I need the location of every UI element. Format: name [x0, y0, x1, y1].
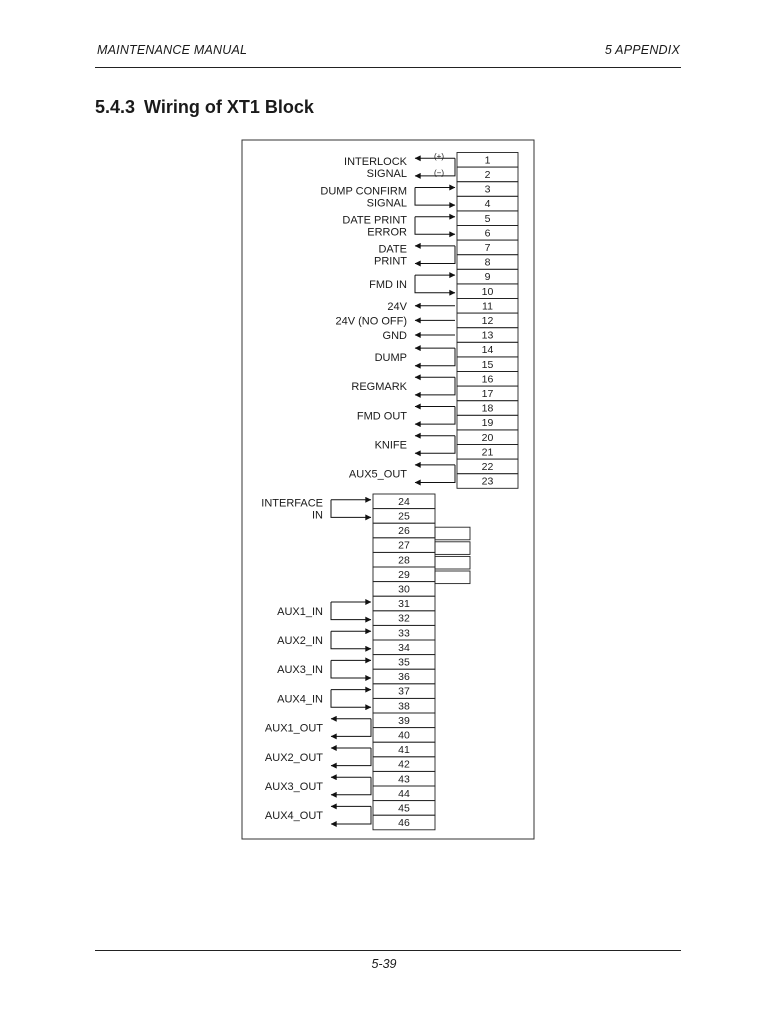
terminal-number: 33: [398, 627, 410, 640]
signal-label: DATE PRINT: [342, 214, 407, 227]
signal-knife: [375, 436, 455, 454]
terminal-number: 39: [398, 714, 410, 727]
terminal-number: 19: [481, 417, 494, 430]
terminal-number: 36: [398, 671, 410, 684]
footer-rule: [95, 950, 681, 951]
signal-arrow: [331, 748, 371, 766]
signal-arrow: [331, 660, 371, 678]
signal-aux1-out: [265, 719, 371, 737]
signal-label: DUMP CONFIRM: [320, 185, 407, 198]
terminal-number: 46: [398, 817, 410, 830]
terminal-number: 38: [398, 700, 410, 713]
signal-label: FMD IN: [369, 278, 407, 291]
terminal-number: 43: [398, 773, 410, 786]
terminal-number: 32: [398, 612, 410, 625]
running-header-right: 5 APPENDIX: [604, 43, 680, 57]
signal-arrow: [331, 777, 371, 795]
terminal-number: 24: [398, 495, 410, 508]
signal-24v: [387, 301, 455, 313]
signal-label: REGMARK: [351, 381, 407, 394]
signal-label: FMD OUT: [356, 410, 407, 423]
signal-fmd-out: [357, 407, 455, 425]
signal-aux3-in: [277, 660, 371, 678]
terminal-number: 8: [484, 256, 491, 269]
signal-dump: [375, 348, 455, 366]
signal-label: AUX2_OUT: [264, 751, 323, 764]
signal-label: INTERFACE: [261, 497, 323, 510]
signal-arrow: [415, 377, 455, 395]
terminal-number: 13: [481, 329, 494, 342]
signal-arrow: [331, 631, 371, 649]
terminal-number: 20: [481, 431, 494, 444]
terminal-number: 45: [398, 802, 410, 815]
terminal-number: 31: [398, 598, 410, 611]
signal-arrow: [415, 275, 455, 293]
signal-arrow: [415, 436, 455, 454]
signal-aux5-out: [349, 465, 455, 483]
signal-aux2-in: [277, 631, 371, 649]
section-title: Wiring of XT1 Block: [144, 97, 314, 117]
page-number: 5-39: [371, 957, 397, 971]
signal-label: ERROR: [367, 226, 407, 239]
upper-terminal-block: [457, 153, 518, 489]
signal-label: KNIFE: [374, 439, 407, 452]
signal-label: SIGNAL: [366, 197, 407, 210]
signal-label: AUX3_OUT: [264, 781, 323, 793]
signal-label: 24V (NO OFF): [335, 315, 407, 328]
polarity-minus-label: (−): [434, 168, 444, 178]
signal-label: AUX1_OUT: [264, 722, 323, 735]
terminal-number: 44: [398, 787, 410, 800]
signal-arrow: [415, 217, 455, 235]
terminal-number: 21: [481, 446, 494, 459]
signal-arrow: [415, 348, 455, 366]
signal-dump-confirm-signal: [320, 185, 455, 209]
signal-arrow: [415, 407, 455, 425]
terminal-number: 27: [398, 539, 410, 552]
signal-label: AUX4_OUT: [264, 810, 323, 823]
terminal-number: 9: [484, 271, 491, 284]
terminal-number: 10: [481, 285, 494, 298]
terminal-number: 34: [398, 641, 410, 654]
signal-groups: [261, 152, 455, 824]
signal-label: AUX5_OUT: [348, 468, 407, 481]
signal-label: INTERLOCK: [344, 156, 407, 169]
signal-label: GND: [382, 330, 407, 342]
signal-label: 24V: [387, 300, 407, 313]
terminal-number: 6: [484, 227, 491, 240]
terminal-number: 26: [398, 525, 410, 538]
signal-aux1-in: [277, 602, 371, 620]
signal-gnd: [383, 330, 455, 342]
terminal-number: 5: [484, 212, 491, 225]
signal-interlock-signal: [344, 152, 455, 180]
terminal-number: 30: [398, 583, 410, 596]
terminal-number: 37: [398, 685, 410, 698]
signal-arrow: [331, 602, 371, 620]
terminal-number: 1: [484, 154, 491, 167]
signal-aux2-out: [265, 748, 371, 766]
terminal-number: 3: [484, 183, 491, 196]
signal-label: AUX3_IN: [277, 664, 323, 677]
signal-aux4-in: [277, 690, 371, 708]
lower-terminal-block: [373, 494, 470, 830]
signal-arrow: [331, 500, 371, 518]
terminal-number: 14: [481, 344, 494, 357]
signal-label: AUX2_IN: [277, 635, 323, 647]
running-header-left: MAINTENANCE MANUAL: [97, 43, 248, 57]
section-number: 5.4.3: [95, 97, 136, 117]
signal-fmd-in: [369, 275, 455, 293]
jumper-box: [435, 527, 470, 540]
terminal-number: 12: [481, 315, 494, 327]
signal-24v-no-off: [335, 315, 455, 327]
terminal-number: 16: [481, 373, 494, 386]
signal-label: AUX1_IN: [277, 605, 323, 618]
signal-label: DUMP: [374, 351, 407, 364]
signal-interface-in: [261, 498, 371, 522]
signal-arrow: [415, 465, 455, 483]
terminal-number: 25: [398, 510, 410, 523]
signal-label: DATE: [378, 243, 407, 256]
terminal-number: 22: [481, 461, 494, 473]
terminal-number: 7: [484, 242, 491, 254]
terminal-number: 15: [481, 358, 494, 371]
terminal-number: 2: [484, 169, 491, 181]
signal-arrow: [415, 246, 455, 264]
polarity-plus-label: (+): [434, 151, 444, 161]
signal-aux4-out: [265, 806, 371, 824]
terminal-number: 4: [484, 198, 491, 211]
signal-date-print-error: [342, 215, 455, 239]
signal-regmark: [351, 377, 455, 395]
signal-date-print: [374, 244, 455, 268]
signal-arrow: [331, 690, 371, 708]
terminal-number: 17: [481, 388, 494, 400]
signal-arrow: [331, 806, 371, 824]
signal-label: SIGNAL: [366, 168, 407, 181]
signal-arrow: [415, 188, 455, 206]
terminal-number: 29: [398, 568, 410, 581]
signal-label: AUX4_IN: [277, 693, 323, 706]
terminal-number: 42: [398, 758, 410, 771]
signal-aux3-out: [265, 777, 371, 795]
terminal-number: 41: [398, 744, 410, 757]
terminal-number: 18: [481, 402, 494, 415]
signal-arrow: [331, 719, 371, 737]
terminal-number: 28: [398, 554, 410, 567]
terminal-number: 23: [481, 475, 494, 488]
terminal-number: 11: [482, 300, 493, 313]
jumper-box: [435, 556, 470, 569]
jumper-box: [435, 542, 470, 555]
terminal-number: 40: [398, 729, 410, 742]
signal-label: PRINT: [374, 255, 407, 268]
terminal-number: 35: [398, 656, 410, 669]
jumper-box: [435, 571, 470, 584]
signal-label: IN: [312, 509, 323, 522]
